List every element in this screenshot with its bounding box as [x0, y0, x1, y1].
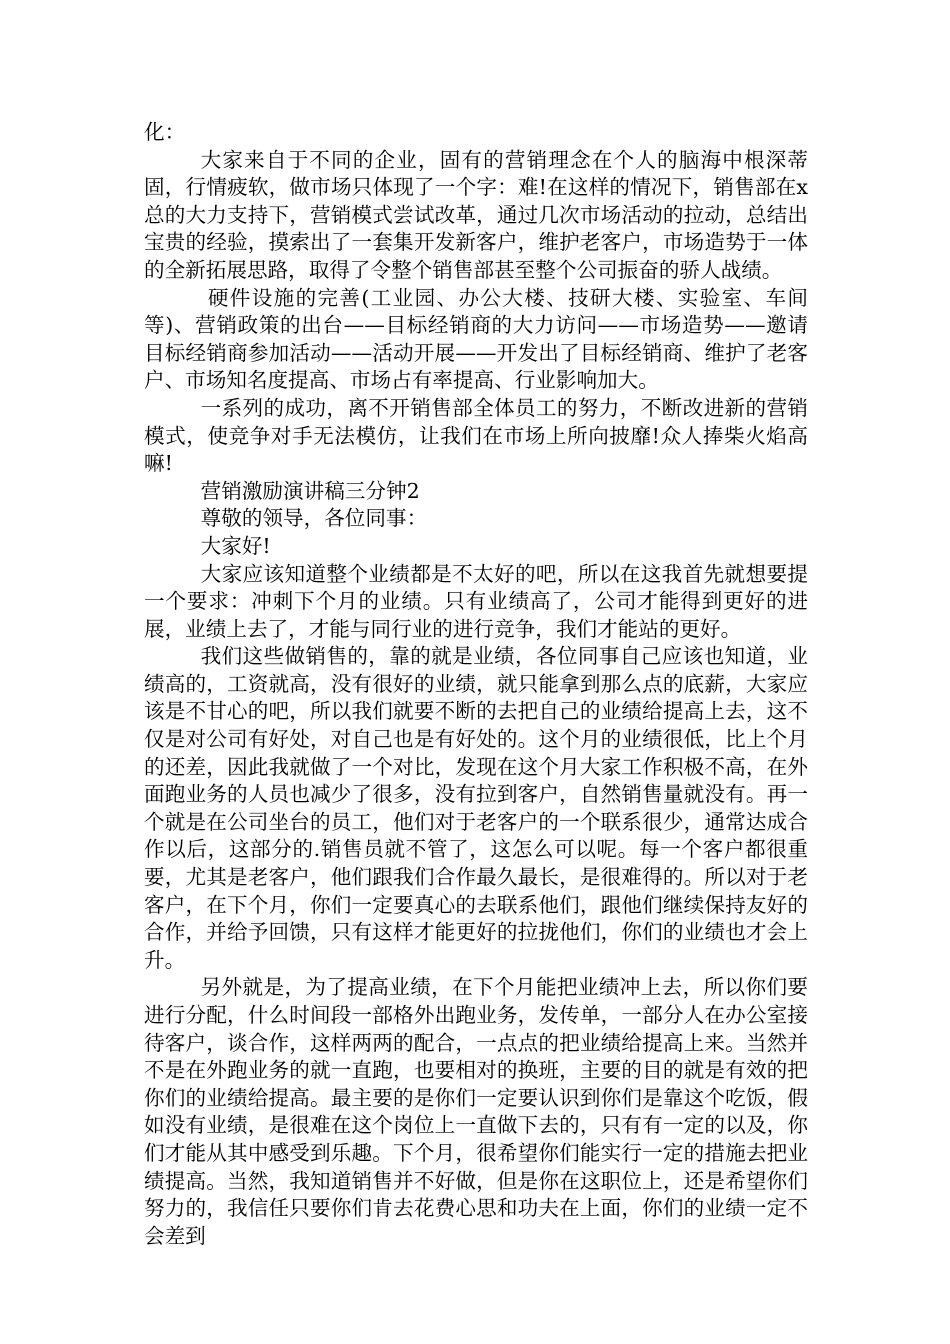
paragraph-continuation: 化： — [144, 120, 186, 144]
paragraph-success: 一系列的成功，离不开销售部全体员工的努力，不断改进新的营销模式，使竞争对手无法模仿，让我们在市场上所向披靡!众人捧柴火焰高嘛! — [144, 395, 808, 476]
paragraph-work-allocation: 另外就是，为了提高业绩，在下个月能把业绩冲上去，所以你们要进行分配，什么时间段一部格外出跑业务，发传单，一部分人在办公室接待客户，谈合作，这样两两的配合，一点点的把业绩给提高上来。当然并不是在外跑业务的就一直跑，也要相对的换班，主要的目的就是有效的把你们的业绩给提高。最主要的是你们一定要认识到你们是靠这个吃饭，假如没有业绩，是很难在这个岗位上一直做下去的，只有有一定的以及，你们才能从其中感受到乐趣。下个月，很希望你们能实行一定的措施去把业绩提高。当然，我知道销售并不好做，但是你在这职位上，还是希望你们努力的，我信任只要你们肯去花费心思和功夫在上面，你们的业绩一定不会差到 — [144, 975, 808, 1248]
document-page — [144, 119, 808, 1250]
greeting: 大家好! — [200, 533, 271, 558]
paragraph-infrastructure: 硬件设施的完善(工业园、办公大楼、技研大楼、实验室、车间等)、营销政策的出台——目标经销商的大力访问——市场造势——邀请目标经销商参加活动——活动开展——开发出了目标经销商、维护了老客户、市场知名度提高、市场占有率提高、行业影响加大。 — [144, 285, 808, 393]
section-title: 营销激励演讲稿三分钟2 — [200, 478, 420, 503]
paragraph-diverse-backgrounds: 大家来自于不同的企业，固有的营销理念在个人的脑海中根深蒂固，行情疲软，做市场只体现了一个字：难!在这样的情况下，销售部在x总的大力支持下，营销模式尝试改革，通过几次市场活动的拉动，总结出宝贵的经验，摸索出了一套集开发新客户，维护老客户，市场造势于一体的全新拓展思路，取得了令整个销售部甚至整个公司振奋的骄人战绩。 — [144, 147, 808, 282]
paragraph-performance-goal: 大家应该知道整个业绩都是不太好的吧，所以在这我首先就想要提一个要求：冲刺下个月的业绩。只有业绩高了，公司才能得到更好的进展，业绩上去了，才能与同行业的进行竞争，我们才能站的更好。 — [144, 561, 808, 641]
paragraph-sales-analysis: 我们这些做销售的，靠的就是业绩，各位同事自己应该也知道，业绩高的，工资就高，没有很好的业绩，就只能拿到那么点的底薪，大家应该是不甘心的吧，所以我们就要不断的去把自己的业绩给提高上去，这不仅是对公司有好处，对自己也是有好处的。这个月的业绩很低，比上个月的还差，因此我就做了一个对比，发现在这个月大家工作积极不高，在外面跑业务的人员也减少了很多，没有拉到客户，自然销售量就没有。再一个就是在公司坐台的员工，他们对于老客户的一个联系很少，通常达成合作以后，这部分的.销售员就不管了，这怎么可以呢。每一个客户都很重要，尤其是老客户，他们跟我们合作最久最长，是很难得的。所以对于老客户，在下个月，你们一定要真心的去联系他们，跟他们继续保持友好的合作，并给予回馈，只有这样才能更好的拉拢他们，你们的业绩也才会上升。 — [144, 644, 808, 972]
salutation: 尊敬的领导，各位同事： — [200, 506, 428, 531]
